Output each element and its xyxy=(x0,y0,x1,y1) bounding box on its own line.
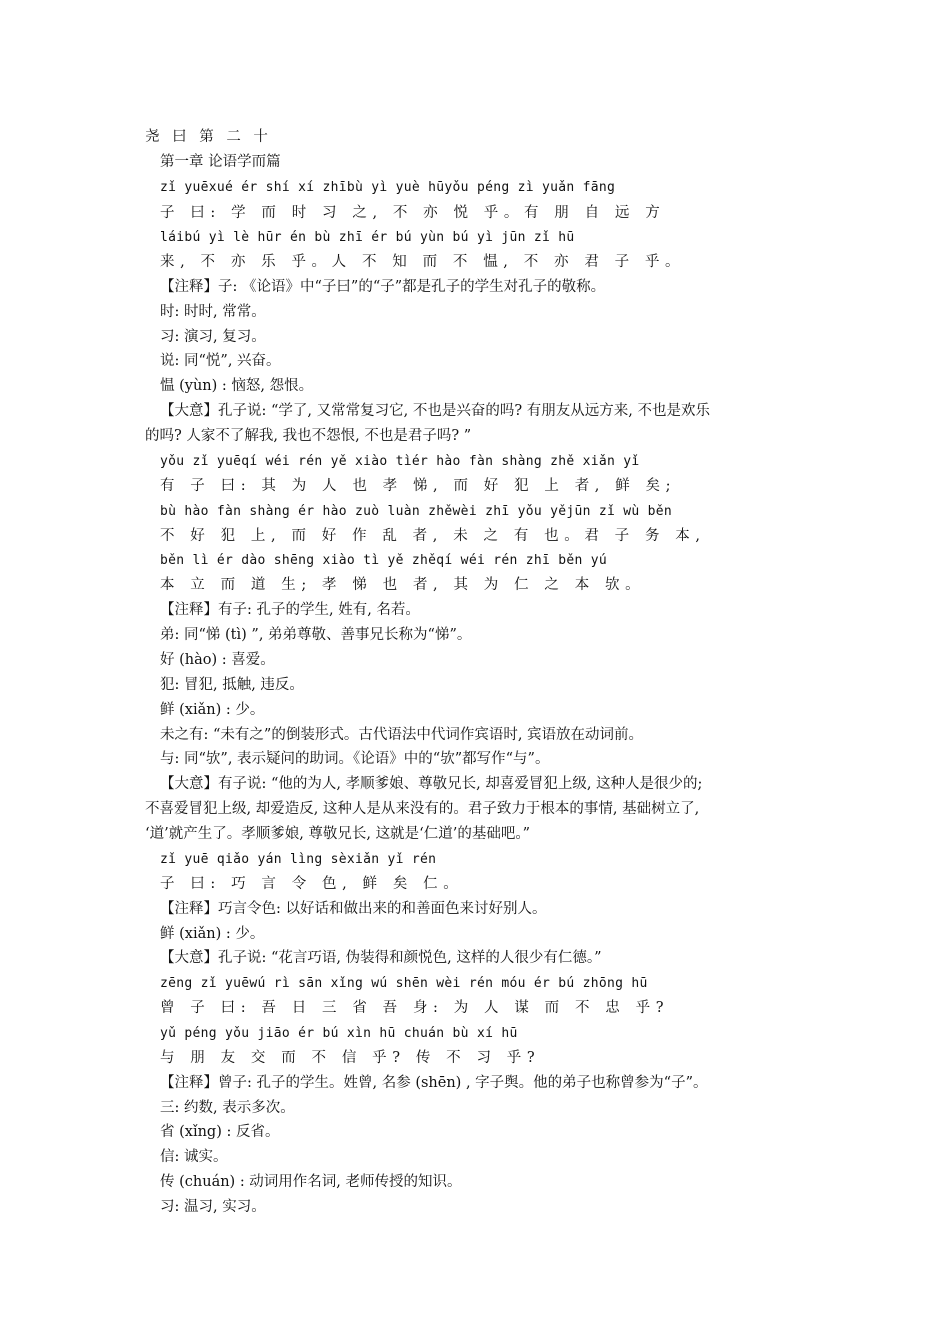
pinyin-line: zēng zǐ yuēwú rì sān xǐng wú shēn wèi rén móu ér bú zhōng hū xyxy=(160,976,648,991)
annotation-line: 好 (hào) : 喜爱。 xyxy=(160,652,275,668)
pinyin-line: běn lì ér dào shēng xiào tì yě zhěqí wéi rén zhī běn yú xyxy=(160,553,607,568)
summary-line: 【大意】孔子说: “花言巧语, 伪装得和颜悦色, 这样的人很少有仁德。” xyxy=(160,950,602,966)
text-line: 曾 子 曰: 吾 日 三 省 吾 身: 为 人 谋 而 不 忠 乎? xyxy=(160,1000,670,1016)
summary-line: 不喜爱冒犯上级, 却爱造反, 这种人是从来没有的。君子致力于根本的事情, 基础树立了, xyxy=(145,801,700,817)
summary-line: ‘道’就产生了。孝顺爹娘, 尊敬兄长, 这就是‘仁道’的基础吧。” xyxy=(145,826,531,842)
pinyin-line: yǒu zǐ yuēqí wéi rén yě xiào tìér hào fàn shàng zhě xiǎn yǐ xyxy=(160,454,640,469)
annotation-line: 说: 同“悦”, 兴奋。 xyxy=(160,353,281,369)
chapter-heading: 尧 曰 第 二 十 xyxy=(145,129,272,145)
pinyin-line: yǔ péng yǒu jiāo ér bú xìn hū chuán bù xí hū xyxy=(160,1026,518,1041)
annotation-line: 未之有: “未有之”的倒装形式。古代语法中代词作宾语时, 宾语放在动词前。 xyxy=(160,727,644,743)
annotation-line: 与: 同“欤”, 表示疑问的助词。《论语》中的“欤”都写作“与”。 xyxy=(160,751,550,767)
annotation-line: 习: 温习, 实习。 xyxy=(160,1199,266,1215)
annotation-line: 信: 诚实。 xyxy=(160,1149,228,1165)
text-line: 来, 不 亦 乐 乎。人 不 知 而 不 愠, 不 亦 君 子 乎。 xyxy=(160,254,686,270)
annotation-line: 鲜 (xiǎn) : 少。 xyxy=(160,702,265,718)
annotation-line: 【注释】子: 《论语》中“子曰”的“子”都是孔子的学生对孔子的敬称。 xyxy=(160,279,606,295)
annotation-line: 愠 (yùn) : 恼怒, 怨恨。 xyxy=(160,378,314,394)
section-title: 第一章 论语学而篇 xyxy=(160,154,281,170)
annotation-line: 【注释】巧言令色: 以好话和做出来的和善面色来讨好别人。 xyxy=(160,901,547,917)
text-line: 与 朋 友 交 而 不 信 乎? 传 不 习 乎? xyxy=(160,1050,541,1066)
annotation-line: 鲜 (xiǎn) : 少。 xyxy=(160,926,265,942)
annotation-line: 犯: 冒犯, 抵触, 违反。 xyxy=(160,677,304,693)
text-line: 子 曰: 巧 言 令 色, 鲜 矣 仁。 xyxy=(160,876,464,892)
pinyin-line: bù hào fàn shàng ér hào zuò luàn zhěwèi zhī yǒu yějūn zǐ wù běn xyxy=(160,504,672,519)
text-line: 子 曰: 学 而 时 习 之, 不 亦 悦 乎。有 朋 自 远 方 xyxy=(160,205,666,221)
text-line: 不 好 犯 上, 而 好 作 乱 者, 未 之 有 也。君 子 务 本, xyxy=(160,528,706,544)
annotation-line: 三: 约数, 表示多次。 xyxy=(160,1100,295,1116)
annotation-line: 【注释】有子: 孔子的学生, 姓有, 名若。 xyxy=(160,602,420,618)
annotation-line: 传 (chuán) : 动词用作名词, 老师传授的知识。 xyxy=(160,1174,462,1190)
summary-line: 【大意】孔子说: “学了, 又常常复习它, 不也是兴奋的吗? 有朋友从远方来, 不也是欢乐 xyxy=(160,403,710,419)
annotation-line: 弟: 同“悌 (tì) ”, 弟弟尊敬、善事兄长称为“悌”。 xyxy=(160,627,472,643)
pinyin-line: zǐ yuē qiǎo yán lìng sèxiǎn yǐ rén xyxy=(160,852,437,867)
summary-line: 的吗? 人家不了解我, 我也不怨恨, 不也是君子吗? ” xyxy=(145,428,472,444)
annotation-line: 习: 演习, 复习。 xyxy=(160,329,266,345)
annotation-line: 省 (xǐng) : 反省。 xyxy=(160,1124,280,1140)
pinyin-line: zǐ yuēxué ér shí xí zhībù yì yuè hūyǒu péng zì yuǎn fāng xyxy=(160,180,616,195)
annotation-line: 【注释】曾子: 孔子的学生。姓曾, 名参 (shēn) , 字子舆。他的弟子也称曾参为“子”。 xyxy=(160,1075,708,1091)
text-line: 本 立 而 道 生; 孝 悌 也 者, 其 为 仁 之 本 欤。 xyxy=(160,577,646,593)
text-line: 有 子 曰: 其 为 人 也 孝 悌, 而 好 犯 上 者, 鲜 矣; xyxy=(160,478,677,494)
summary-line: 【大意】有子说: “他的为人, 孝顺爹娘、尊敬兄长, 却喜爱冒犯上级, 这种人是很少的; xyxy=(160,776,703,792)
pinyin-line: láibú yì lè hūr én bù zhī ér bú yùn bú yì jūn zǐ hū xyxy=(160,230,575,245)
annotation-line: 时: 时时, 常常。 xyxy=(160,304,266,320)
